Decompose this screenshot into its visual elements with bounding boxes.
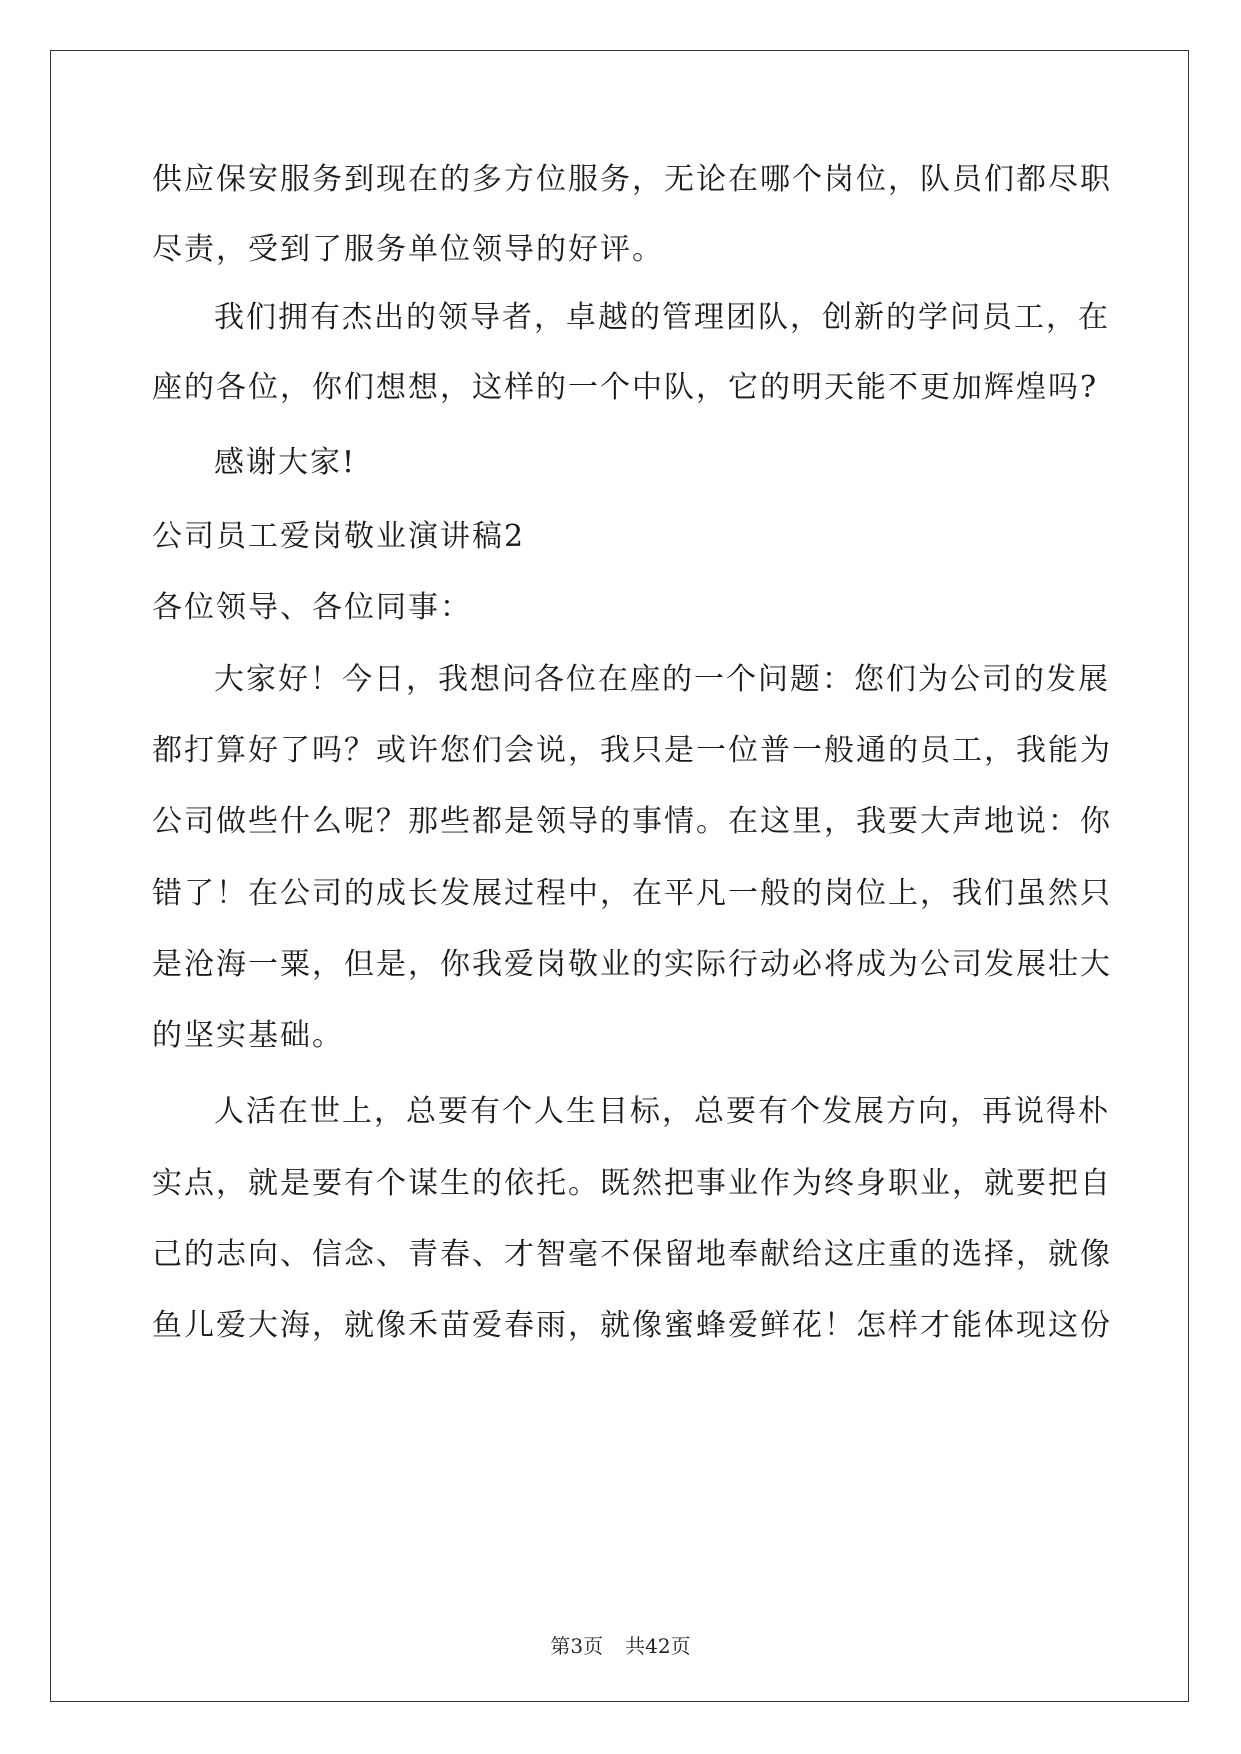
page-total: 共42页 bbox=[625, 1634, 691, 1658]
section-title: 公司员工爱岗敬业演讲稿2 bbox=[152, 519, 526, 554]
text-line-16: 己的志向、信念、青春、才智毫不保留地奉献给这庄重的选择，就像 bbox=[152, 1237, 1112, 1272]
text-line-5: 感谢大家! bbox=[214, 445, 357, 480]
page-number: 第3页 bbox=[550, 1634, 604, 1658]
text-line-4: 座的各位，你们想想，这样的一个中队，它的明天能不更加辉煌吗? bbox=[152, 370, 1099, 405]
text-line-8: 大家好！今日，我想问各位在座的一个问题：您们为公司的发展 bbox=[214, 662, 1110, 697]
text-line-3: 我们拥有杰出的领导者，卓越的管理团队，创新的学问员工，在 bbox=[214, 300, 1110, 335]
text-line-13: 的坚实基础。 bbox=[152, 1018, 344, 1053]
text-line-17: 鱼儿爱大海，就像禾苗爱春雨，就像蜜蜂爱鲜花！怎样才能体现这份 bbox=[152, 1308, 1112, 1343]
text-line-9: 都打算好了吗？或许您们会说，我只是一位普一般通的员工，我能为 bbox=[152, 733, 1112, 768]
text-line-14: 人活在世上，总要有个人生目标，总要有个发展方向，再说得朴 bbox=[214, 1094, 1110, 1129]
text-line-12: 是沧海一粟，但是，你我爱岗敬业的实际行动必将成为公司发展壮大 bbox=[152, 947, 1112, 982]
text-line-10: 公司做些什么呢？那些都是领导的事情。在这里，我要大声地说：你 bbox=[152, 804, 1112, 839]
text-line-15: 实点，就是要有个谋生的依托。既然把事业作为终身职业，就要把自 bbox=[152, 1166, 1112, 1201]
text-line-11: 错了！在公司的成长发展过程中，在平凡一般的岗位上，我们虽然只 bbox=[152, 876, 1112, 911]
text-line-1: 供应保安服务到现在的多方位服务，无论在哪个岗位，队员们都尽职 bbox=[152, 162, 1112, 197]
page-footer bbox=[0, 1632, 1241, 1660]
text-line-2: 尽责，受到了服务单位领导的好评。 bbox=[152, 232, 664, 267]
salutation: 各位领导、各位同事： bbox=[152, 590, 472, 625]
